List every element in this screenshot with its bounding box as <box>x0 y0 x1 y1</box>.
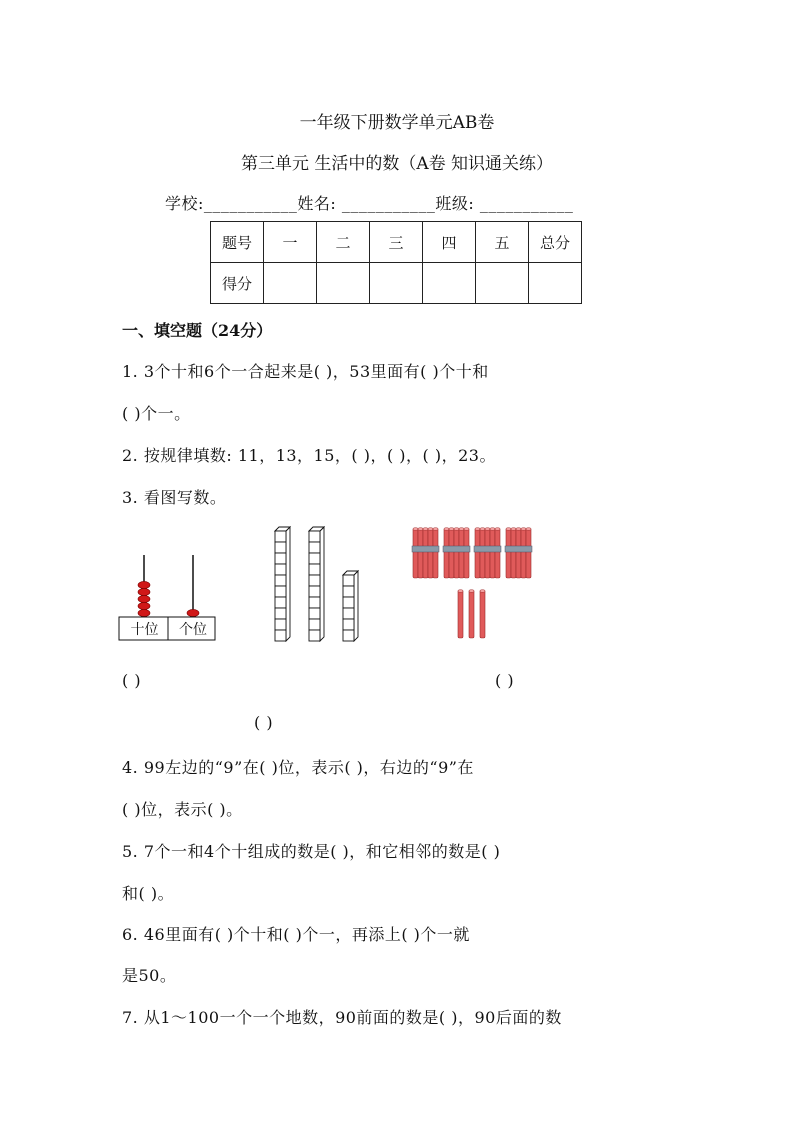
score-cell[interactable] <box>317 263 370 304</box>
question-6-line-2: 是50。 <box>122 966 177 985</box>
stick-bundles-figure <box>410 524 540 644</box>
answer-blank-abacus[interactable]: ( ) <box>122 671 142 690</box>
question-5-line-2: 和( )。 <box>122 884 175 903</box>
stick-bundle <box>505 528 532 578</box>
question-4-line-1: 4. 99左边的“9”在( )位，表示( )，右边的“9”在 <box>122 758 474 777</box>
question-1-line-1: 1. 3个十和6个一合起来是( )，53里面有( )个十和 <box>122 362 489 381</box>
unit-cube <box>309 619 320 630</box>
score-cell: 一 <box>264 222 317 263</box>
ones-beads <box>187 609 199 616</box>
unit-cube <box>275 586 286 597</box>
score-cell[interactable] <box>264 263 317 304</box>
unit-cube <box>275 553 286 564</box>
unit-cube <box>275 575 286 586</box>
unit-cube <box>309 531 320 542</box>
unit-cube <box>275 564 286 575</box>
score-table-score-row <box>211 263 582 304</box>
stick-bundle <box>412 528 439 578</box>
answer-blank-cubes[interactable]: ( ) <box>254 713 274 732</box>
score-cell: 得分 <box>211 263 264 304</box>
abacus-bead <box>138 609 150 616</box>
tens-beads <box>138 581 150 616</box>
unit-cube <box>343 619 354 630</box>
unit-cube <box>309 564 320 575</box>
score-cell: 总分 <box>529 222 582 263</box>
unit-cube <box>309 542 320 553</box>
question-7-line-1: 7. 从1～100一个一个地数，90前面的数是( )，90后面的数 <box>122 1008 562 1027</box>
abacus-bead <box>138 595 150 602</box>
cube-columns-figure <box>270 525 370 645</box>
unit-cube <box>275 619 286 630</box>
unit-cube <box>309 597 320 608</box>
page-subtitle: 第三单元 生活中的数（A卷 知识通关练） <box>240 154 554 174</box>
unit-cube <box>309 630 320 641</box>
abacus-bead <box>187 609 199 616</box>
student-info-line: 学校:___________姓名: ___________班级: ___________ <box>165 194 574 213</box>
score-cell: 二 <box>317 222 370 263</box>
unit-cube <box>275 531 286 542</box>
score-table-header-row <box>211 222 582 263</box>
single-stick <box>469 590 474 638</box>
unit-cube <box>275 630 286 641</box>
abacus-bead <box>138 588 150 595</box>
score-cell[interactable] <box>370 263 423 304</box>
single-stick <box>458 590 463 638</box>
unit-cube <box>343 608 354 619</box>
ones-place-label: 个位 <box>179 622 207 638</box>
page-title: 一年级下册数学单元AB卷 <box>299 113 495 133</box>
cube-column <box>309 527 324 641</box>
unit-cube <box>309 608 320 619</box>
answer-blank-sticks[interactable]: ( ) <box>495 671 515 690</box>
unit-cube <box>343 630 354 641</box>
question-2: 2. 按规律填数: 11，13，15，( )，( )，( )，23。 <box>122 446 496 465</box>
abacus-bead <box>138 581 150 588</box>
score-cell: 题号 <box>211 222 264 263</box>
tens-place-label: 十位 <box>130 622 159 638</box>
single-stick <box>480 590 485 638</box>
stick-bundle <box>474 528 501 578</box>
unit-cube <box>275 597 286 608</box>
score-cell[interactable] <box>476 263 529 304</box>
unit-cube <box>275 608 286 619</box>
cube-column <box>343 571 358 641</box>
question-6-line-1: 6. 46里面有( )个十和( )个一，再添上( )个一就 <box>122 925 470 944</box>
unit-cube <box>309 575 320 586</box>
score-cell: 五 <box>476 222 529 263</box>
score-table <box>210 221 582 304</box>
unit-cube <box>343 597 354 608</box>
question-4-line-2: ( )位，表示( )。 <box>122 800 243 819</box>
score-cell: 四 <box>423 222 476 263</box>
question-1-line-2: ( )个一。 <box>122 404 191 423</box>
unit-cube <box>275 542 286 553</box>
score-cell: 三 <box>370 222 423 263</box>
score-cell[interactable] <box>423 263 476 304</box>
unit-cube <box>343 575 354 586</box>
unit-cube <box>343 586 354 597</box>
score-cell[interactable] <box>529 263 582 304</box>
stick-bundle <box>443 528 470 578</box>
question-5-line-1: 5. 7个一和4个十组成的数是( )，和它相邻的数是( ) <box>122 842 501 861</box>
abacus-bead <box>138 602 150 609</box>
unit-cube <box>309 586 320 597</box>
unit-cube <box>309 553 320 564</box>
section-heading: 一、填空题（24分） <box>122 321 273 340</box>
question-3: 3. 看图写数。 <box>122 488 227 507</box>
cube-column <box>275 527 290 641</box>
